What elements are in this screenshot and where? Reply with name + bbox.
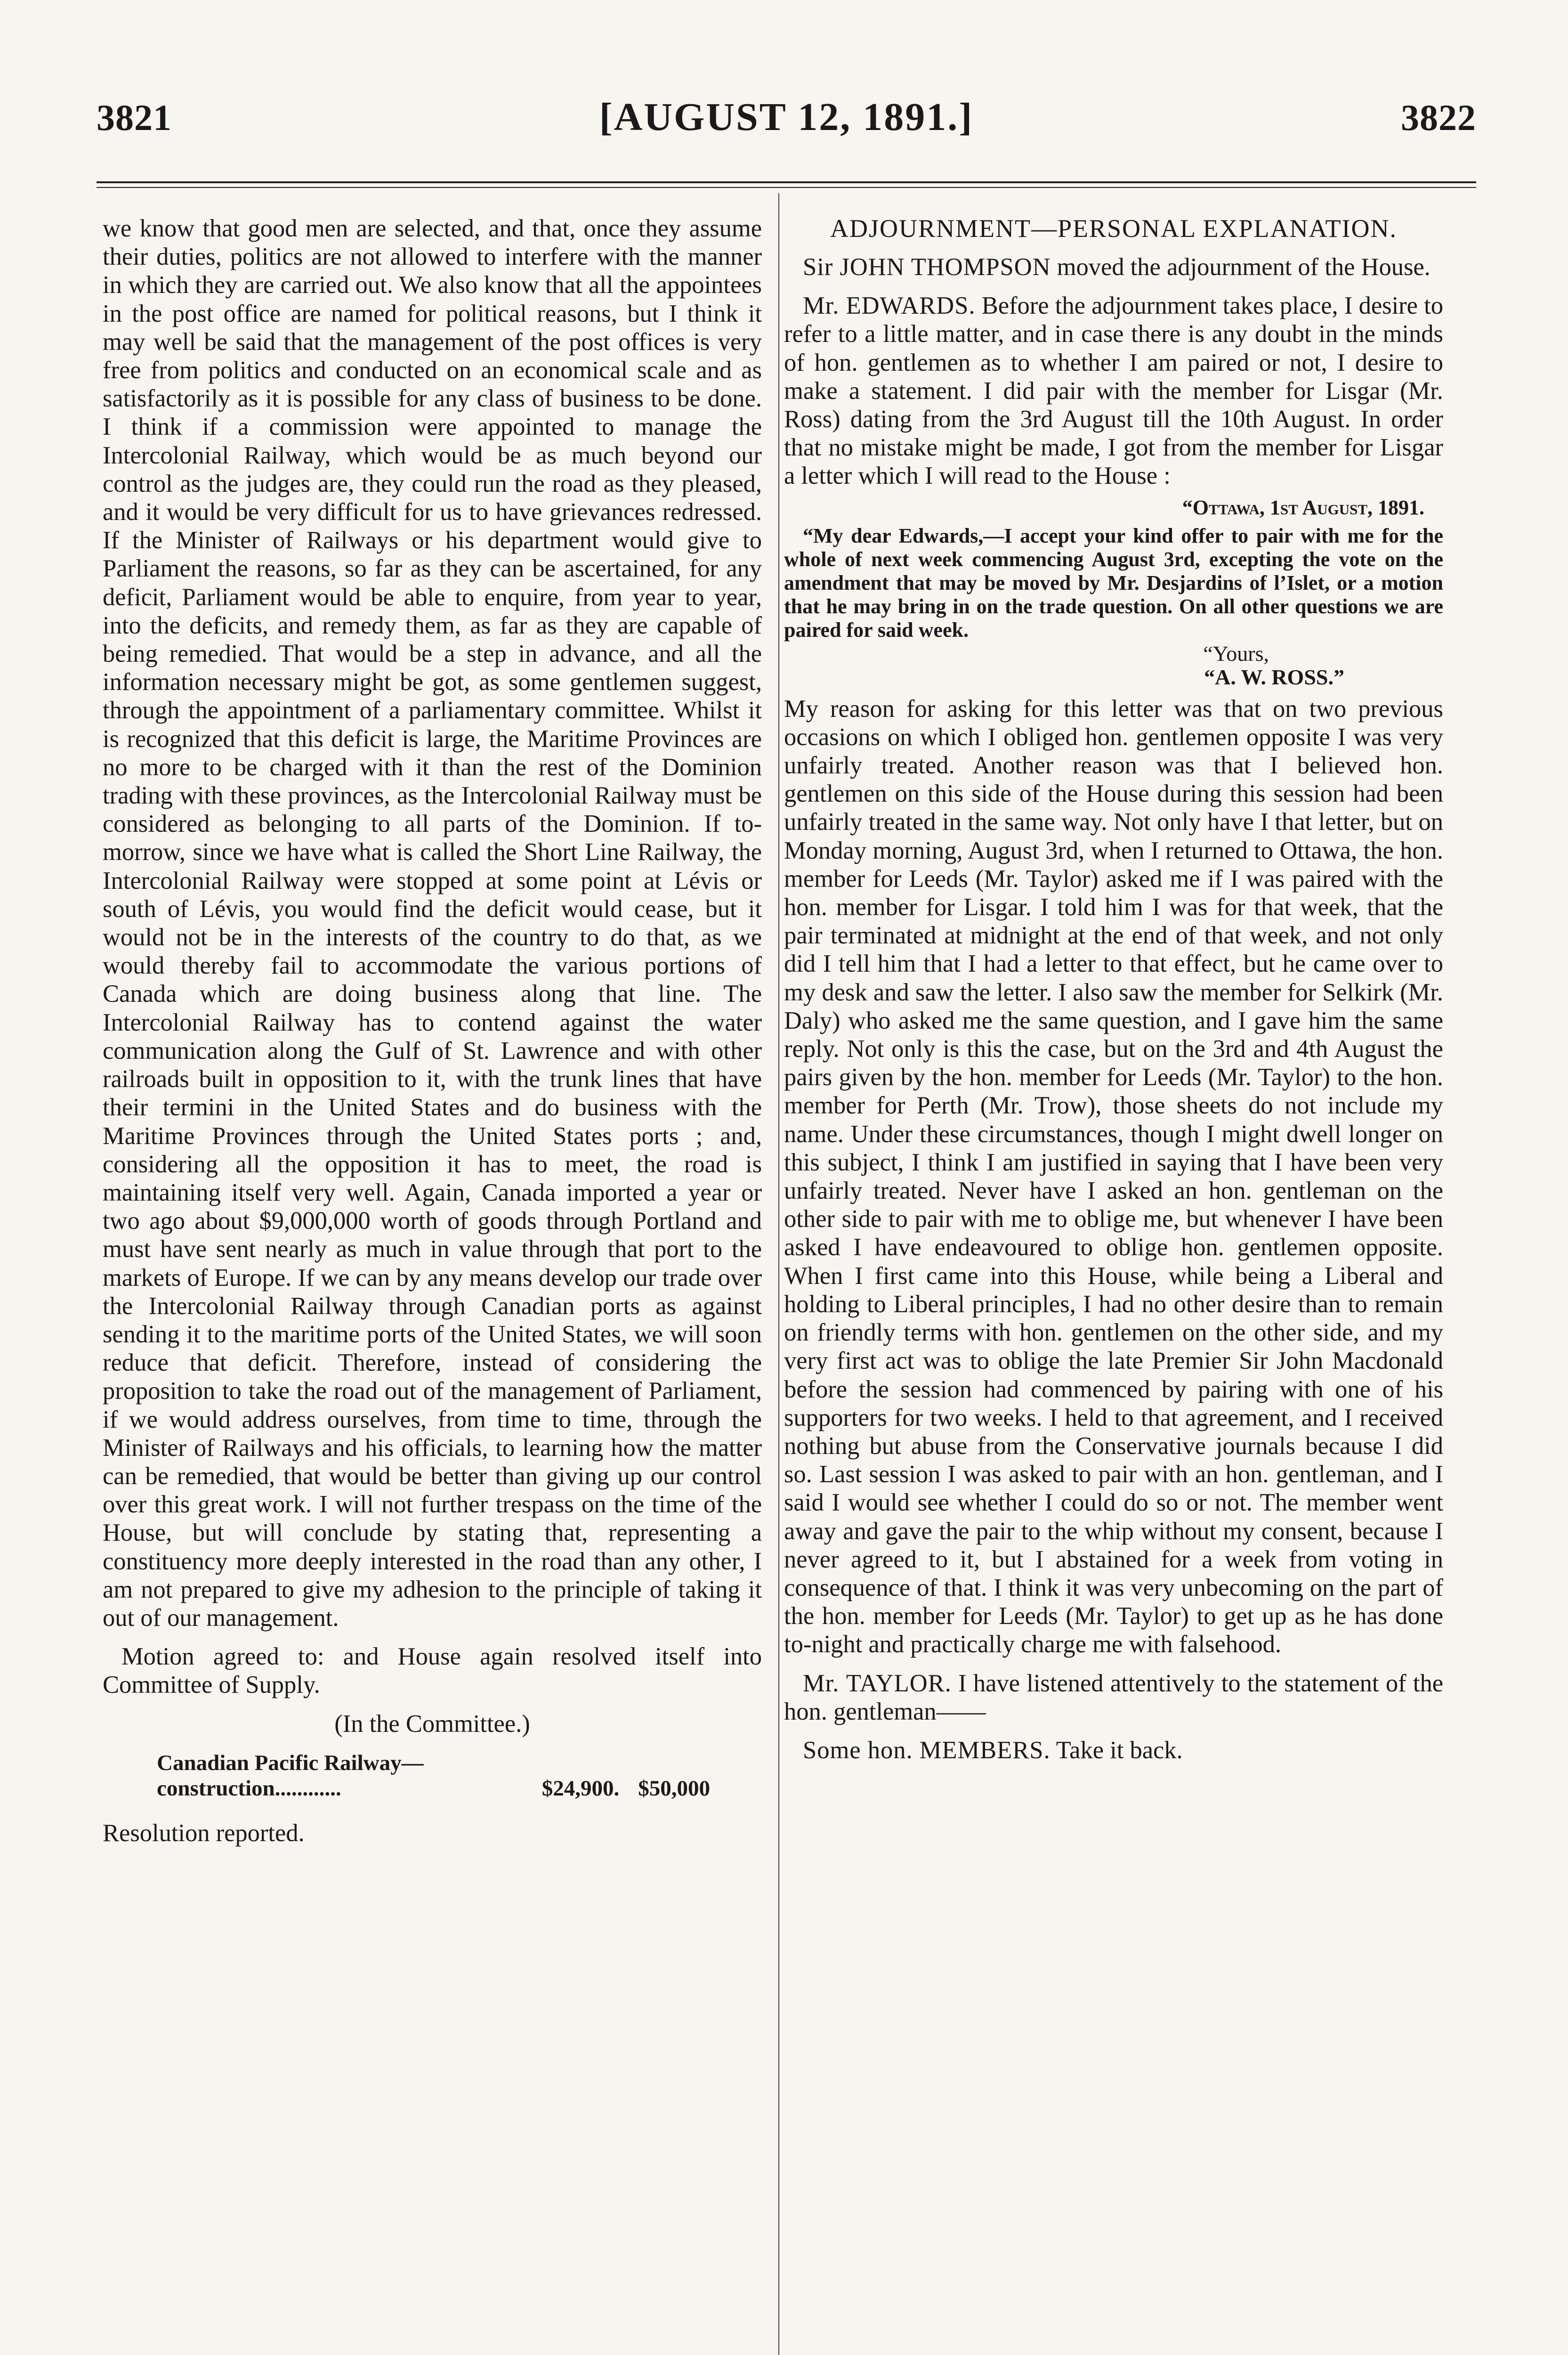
letter-date: “Ottawa, 1st August, 1891. <box>1182 495 1424 519</box>
edwards-speech-continued: My reason for asking for this letter was that on two previous occasions on which I obliged hon. gentlemen opposite I was very unfairly treated. Another reason was that I believed hon. gentlemen on this side of the House during this session had been unfairly treated in the same way. Not only have I that letter, but on Monday morning, August 3rd, when I returned to Ottawa, the hon. member for Leeds (Mr. Taylor) asked me if I was paired with the hon. member for Lisgar. I told him I was for that week, that the pair terminated at midnight at the end of that week, and not only did I tell him that I had a letter to that effect, but he came over to my desk and saw the letter. I also saw the member for Selkirk (Mr. Daly) who asked me the same question, and I gave him the same reply. Not only is this the case, but on the 3rd and 4th August the pairs given by the hon. member for Leeds (Mr. Taylor) to the hon. member for Perth (Mr. Trow), those sheets do not include my name. Under these circumstances, though I might dwell longer on this subject, I think I am justified in saying that I have been very unfairly treated. Never have I asked an hon. gentleman on the other side to pair with me to oblige me, but whenever I have been asked I have endeavoured to oblige hon. gentlemen opposite. When I first came into this House, while being a Liberal and holding to Liberal principles, I had no other desire than to remain on friendly terms with hon. gentlemen on the other side, and my very first act was to oblige the late Premier Sir John Macdonald before the session had commenced by pairing with one of his supporters for two weeks. I held to that agreement, and I received nothing but abuse from the Conservative journals because I did so. Last session I was asked to pair with an hon. gentleman, and I said I would see whether I could do so or not. The member went away and gave the pair to the whip without my consent, because I never agreed to it, but I abstained for a week from voting in consequence of that. I think it was very unbecoming on the part of the hon. member for Leeds (Mr. Taylor) to get up as he has done to-night and practically charge me with falsehood. <box>784 695 1443 1658</box>
header-rule-thick <box>97 181 1476 183</box>
header-rule-thin <box>97 187 1476 188</box>
speech-text: moved the adjournment of the House. <box>1057 253 1431 281</box>
resolution-amount-2: $50,000 <box>638 1776 710 1801</box>
section-heading: ADJOURNMENT—PERSONAL EXPLANATION. <box>830 214 1397 243</box>
edwards-speech <box>784 292 1443 490</box>
speaker-name: Mr. TAYLOR. <box>803 1669 952 1697</box>
resolution-amount-1: $24,900. <box>542 1776 620 1801</box>
speaker-name: Some hon. MEMBERS. <box>803 1736 1051 1764</box>
resolution-reported: Resolution reported. <box>103 1819 305 1847</box>
speech-continuation: we know that good men are selected, and that, once they assume their duties, politics are not allowed to interfere with the manner in which they are carried out. We also know that all the appointees in the post office are named for political reasons, but I think it may well be said that the management of the post offices is very free from politics and conducted on an economical scale and as satisfactorily as it is possible for any class of business to be done. I think if a commission were appointed to manage the Intercolonial Railway, which would be as much beyond our control as the judges are, they could run the road as they pleased, and it would be very difficult for us to have grievances redressed. If the Minister of Railways or his department would give to Parliament the reasons, so far as they can be ascertained, for any deficit, Parliament would be able to enquire, from year to year, into the deficits, and remedy them, as far as they are capable of being remedied. That would be a step in advance, and all the information necessary might be got, as some gentlemen suggest, through the appointment of a parliamentary committee. Whilst it is recognized that this deficit is large, the Maritime Provinces are no more to be charged with it than the rest of the Dominion trading with these provinces, as the Intercolonial Railway must be considered as belonging to all parts of the Dominion. If to-morrow, since we have what is called the Short Line Railway, the Intercolonial Railway were stopped at some point at Lévis or south of Lévis, you would find the deficit would cease, but it would not be in the interests of the country to do that, as we would thereby fail to accommodate the various portions of Canada which are doing business along that line. The Intercolonial Railway has to contend against the water communication along the Gulf of St. Lawrence and with other railroads built in opposition to it, with the trunk lines that have their termini in the United States and do business with the Maritime Provinces through the United States ports ; and, considering all the opposition it has to meet, the road is maintaining itself very well. Again, Canada imported a year or two ago about $9,000,000 worth of goods through Portland and must have sent nearly as much in value through that port to the markets of Europe. If we can by any means develop our trade over the Intercolonial Railway through Canadian ports as against sending it to the maritime ports of the United States, we will soon reduce that deficit. Therefore, instead of considering the proposition to take the road out of the management of Parliament, if we would address ourselves, from time to time, through the Minister of Railways and his officials, to learning how the matter can be remedied, that would be better than giving up our control over this great work. I will not further trespass on the time of the House, but will conclude by stating that, representing a constituency more deeply interested in the road than any other, I am not prepared to give my adhesion to the principle of taking it out of our management. <box>103 215 762 1632</box>
taylor-speech <box>784 1669 1443 1726</box>
members-interjection <box>784 1736 1443 1764</box>
letter-closing: “Yours, <box>1203 641 1269 666</box>
resolution-title: Canadian Pacific Railway— <box>157 1750 424 1775</box>
speech-text: Take it back. <box>1056 1736 1183 1764</box>
speaker-name: Sir JOHN THOMPSON <box>803 253 1051 281</box>
resolution-item-row <box>103 1776 762 1801</box>
column-divider <box>778 193 779 2355</box>
speech-text: Before the adjournment takes place, I desire to refer to a little matter, and in case there is any doubt in the minds of hon. gentlemen as to whether I am paired or not, I desire to make a statement. I did pair with the member for Lisgar (Mr. Ross) dating from the 3rd August till the 10th August. In order that no mistake might be made, I got from the member for Lisgar a letter which I will read to the House : <box>784 292 1444 490</box>
left-column <box>103 214 762 1847</box>
letter-signature: “A. W. ROSS.” <box>1204 665 1344 689</box>
resolution-item: construction............ <box>157 1776 341 1801</box>
letter-body: “My dear Edwards,—I accept your kind offer to pair with me for the whole of next week commencing August 3rd, excepting the vote on the amendment that may be moved by Mr. Desjardins of l’Islet, or a motion that he may bring in on the trade question. On all other questions we are paired for said week. <box>784 524 1443 642</box>
committee-note: (In the Committee.) <box>334 1710 530 1738</box>
left-page-number: 3821 <box>97 97 172 138</box>
page-date-title: [AUGUST 12, 1891.] <box>599 95 974 139</box>
motion-agreed: Motion agreed to: and House again resolved itself into Committee of Supply. <box>103 1643 762 1699</box>
quoted-letter <box>784 496 1443 689</box>
speech-text: I have listened attentively to the statement of the hon. gentleman—— <box>784 1669 1443 1725</box>
page-header <box>97 94 1476 140</box>
adjournment-motion <box>784 253 1443 281</box>
speaker-name: Mr. EDWARDS. <box>803 292 976 320</box>
right-column <box>784 214 1443 1764</box>
right-page-number: 3822 <box>1401 97 1476 138</box>
